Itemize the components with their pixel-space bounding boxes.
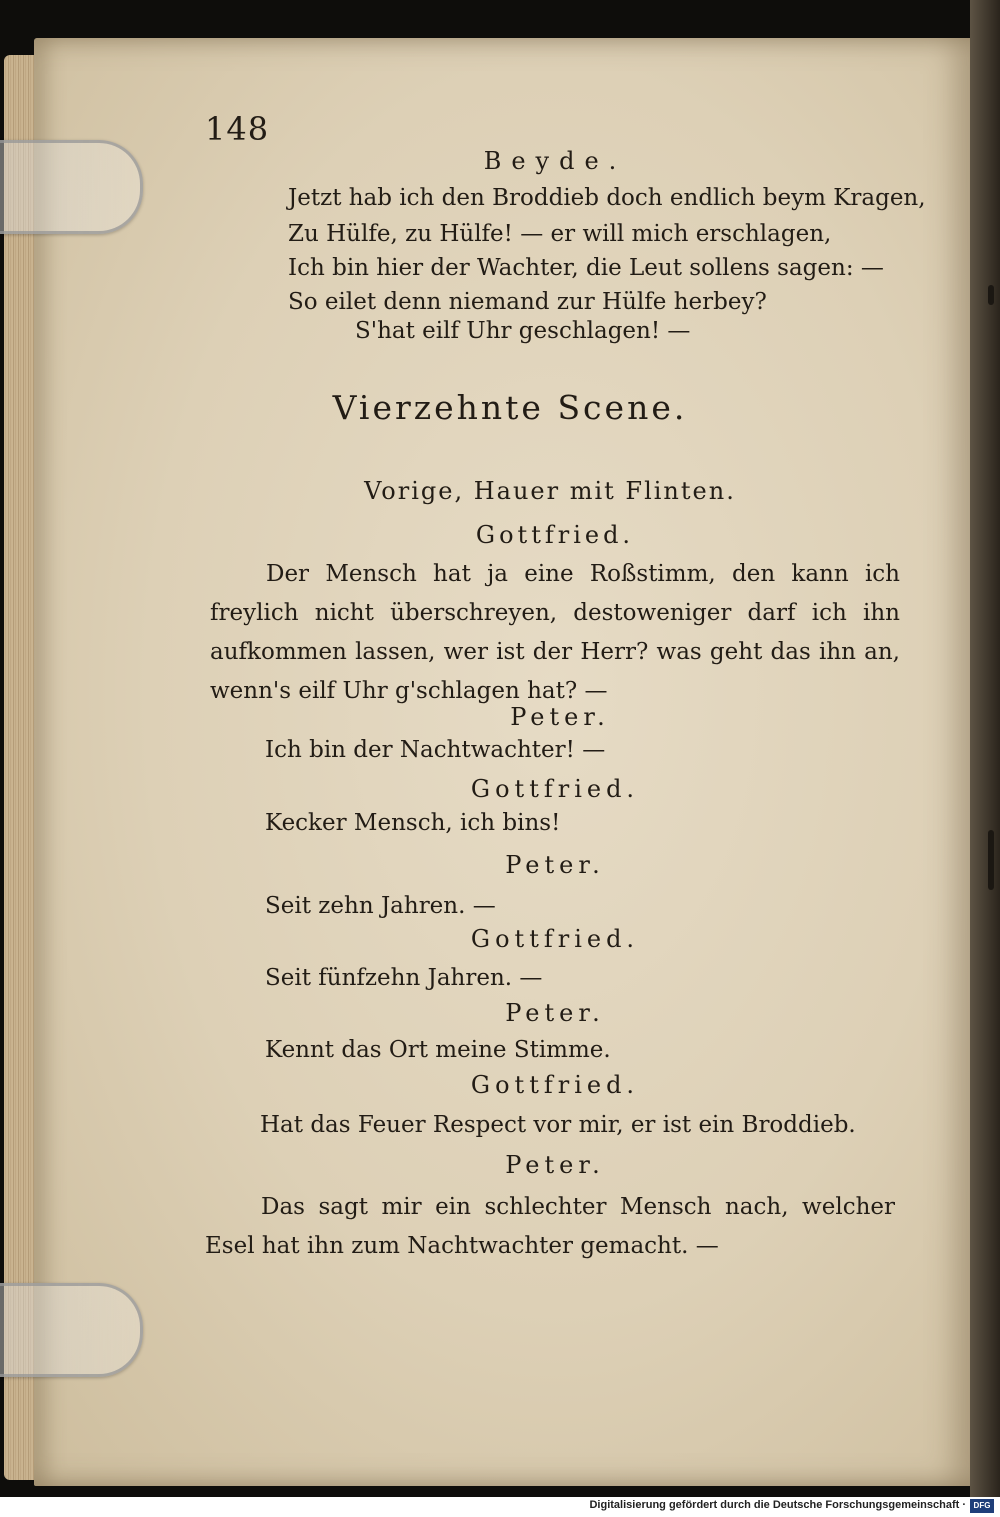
page-clip-top xyxy=(0,140,143,234)
verse-line: Jetzt hab ich den Broddieb doch endlich beym Kragen, xyxy=(288,185,926,211)
speech-text: Kecker Mensch, ich bins! xyxy=(265,810,561,836)
footer-credit: Digitalisierung gefördert durch die Deutsche Forschungsgemeinschaft · xyxy=(589,1499,966,1511)
speech-text: Hat das Feuer Respect vor mir, er ist ein Broddieb. xyxy=(260,1112,856,1138)
verse-line: Zu Hülfe, zu Hülfe! — er will mich erschlagen, xyxy=(288,221,832,247)
page-number: 148 xyxy=(205,110,270,148)
verse-line: So eilet denn niemand zur Hülfe herbey? xyxy=(288,289,767,315)
speech-text: Das sagt mir ein schlechter Mensch nach, welcher Esel hat ihn zum Nachtwachter gemacht. — xyxy=(205,1194,895,1259)
speaker-heading: Gottfried. xyxy=(470,925,640,953)
speech-text: Seit fünfzehn Jahren. — xyxy=(265,965,543,991)
dfg-logo: DFG xyxy=(970,1499,994,1513)
stage-direction: Vorige, Hauer mit Flinten. xyxy=(364,477,736,505)
speaker-heading: Gottfried. xyxy=(470,775,640,803)
speech-text: Kennt das Ort meine Stimme. xyxy=(265,1037,611,1063)
speaker-heading: Gottfried. xyxy=(475,521,635,549)
verse-line: Ich bin hier der Wachter, die Leut sollens sagen: — xyxy=(288,255,884,281)
footer-bar xyxy=(0,1497,1000,1517)
verse-line: S'hat eilf Uhr geschlagen! — xyxy=(355,318,691,344)
facing-page-edge xyxy=(970,0,1000,1497)
facing-page-mark xyxy=(988,285,994,305)
page-clip-bottom xyxy=(0,1283,143,1377)
speech-text: Ich bin der Nachtwachter! — xyxy=(265,737,606,763)
speaker-heading: Peter. xyxy=(510,703,610,731)
speech-text: Der Mensch hat ja eine Roßstimm, den kann ich freylich nicht überschreyen, destoweniger darf ich ihn aufkommen lassen, wer ist der Herr? was geht das ihn an, wenn's eilf Uhr g'schlagen hat? — xyxy=(210,561,900,704)
speaker-heading: Peter. xyxy=(505,851,605,879)
speaker-heading: Gottfried. xyxy=(470,1071,640,1099)
speaker-heading: Peter. xyxy=(505,1151,605,1179)
speaker-heading: Peter. xyxy=(505,999,605,1027)
speech-text: Seit zehn Jahren. — xyxy=(265,893,496,919)
scene-title: Vierzehnte Scene. xyxy=(332,388,688,427)
facing-page-mark xyxy=(988,830,994,890)
speaker-heading: Beyde. xyxy=(483,147,627,175)
